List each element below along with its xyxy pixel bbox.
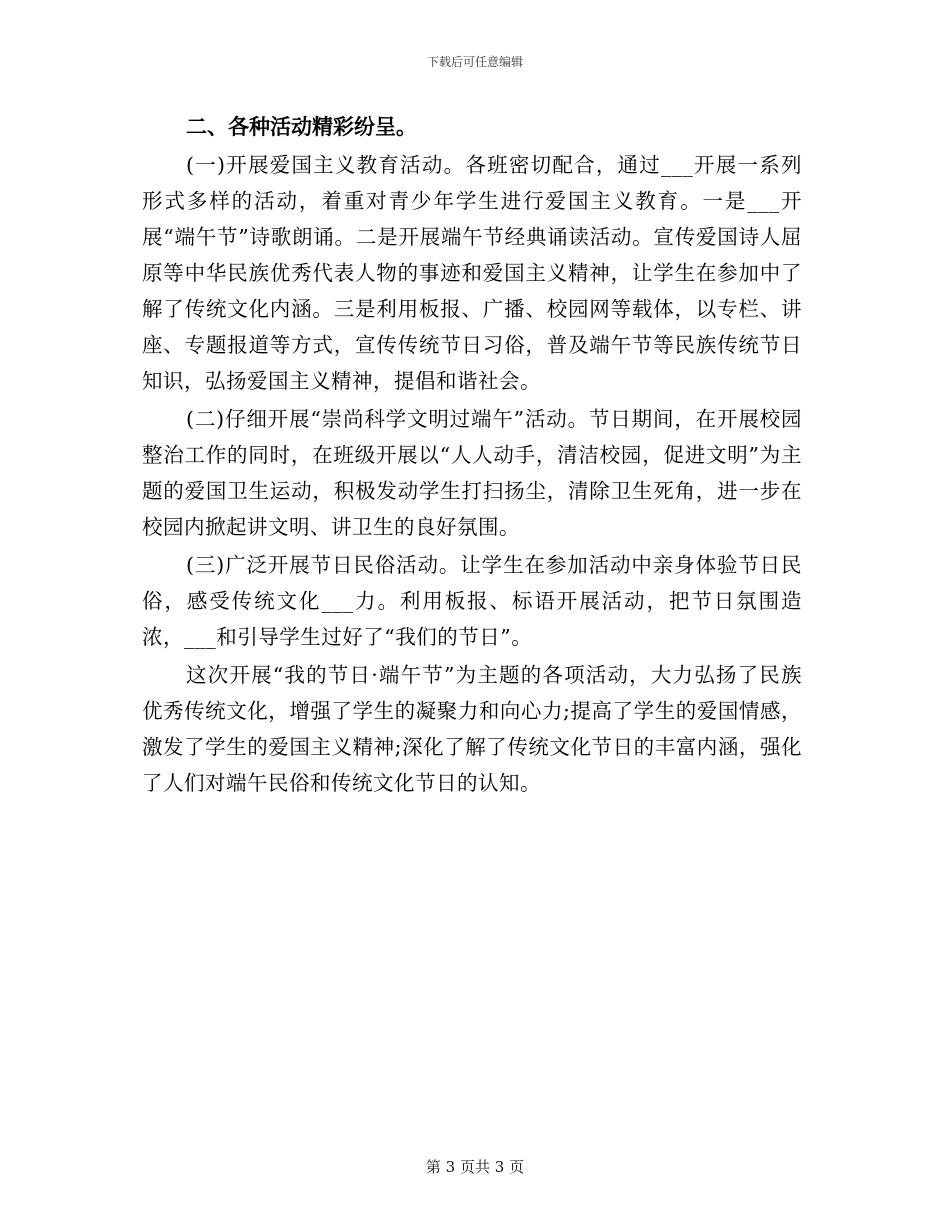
paragraph-patriotic-education: (一)开展爱国主义教育活动。各班密切配合，通过___开展一系列形式多样的活动，着重对青少年学生进行爱国主义教育。一是___开展“端午节”诗歌朗诵。二是开展端午节经典诵读活动。宣传爱国诗人屈原等中华民族优秀代表人物的事迹和爱国主义精神，让学生在参加中了解了传统文化内涵。三是利用板报、广播、校园网等载体，以专栏、讲座、专题报道等方式，宣传传统节日习俗，普及端午节等民族传统节日知识，弘扬爱国主义精神，提倡和谐社会。 (142, 153, 802, 393)
paragraph-civilized-festival: (二)仔细开展“崇尚科学文明过端午”活动。节日期间，在开展校园整治工作的同时，在班级开展以“人人动手，清洁校园，促进文明”为主题的爱国卫生运动，积极发动学生打扫扬尘，清除卫生死角，进一步在校园内掀起讲文明、讲卫生的良好氛围。 (142, 407, 802, 539)
paragraph-folk-activities: (三)广泛开展节日民俗活动。让学生在参加活动中亲身体验节日民俗，感受传统文化___力。利用板报、标语开展活动，把节日氛围造浓，___和引导学生过好了“我们的节日”。 (142, 553, 802, 649)
document-body (142, 109, 802, 803)
page-number: 第 3 页共 3 页 (425, 1158, 525, 1176)
section-heading: 二、各种活动精彩纷呈。 (186, 114, 417, 139)
page-header: 下载后可任意编辑 (426, 55, 523, 69)
paragraph-summary: 这次开展“我的节日·端午节”为主题的各项活动，大力弘扬了民族优秀传统文化，增强了学生的凝聚力和向心力;提高了学生的爱国情感，激发了学生的爱国主义精神;深化了解了传统文化节日的丰富内涵，强化了人们对端午民俗和传统文化节日的认知。 (142, 663, 802, 795)
